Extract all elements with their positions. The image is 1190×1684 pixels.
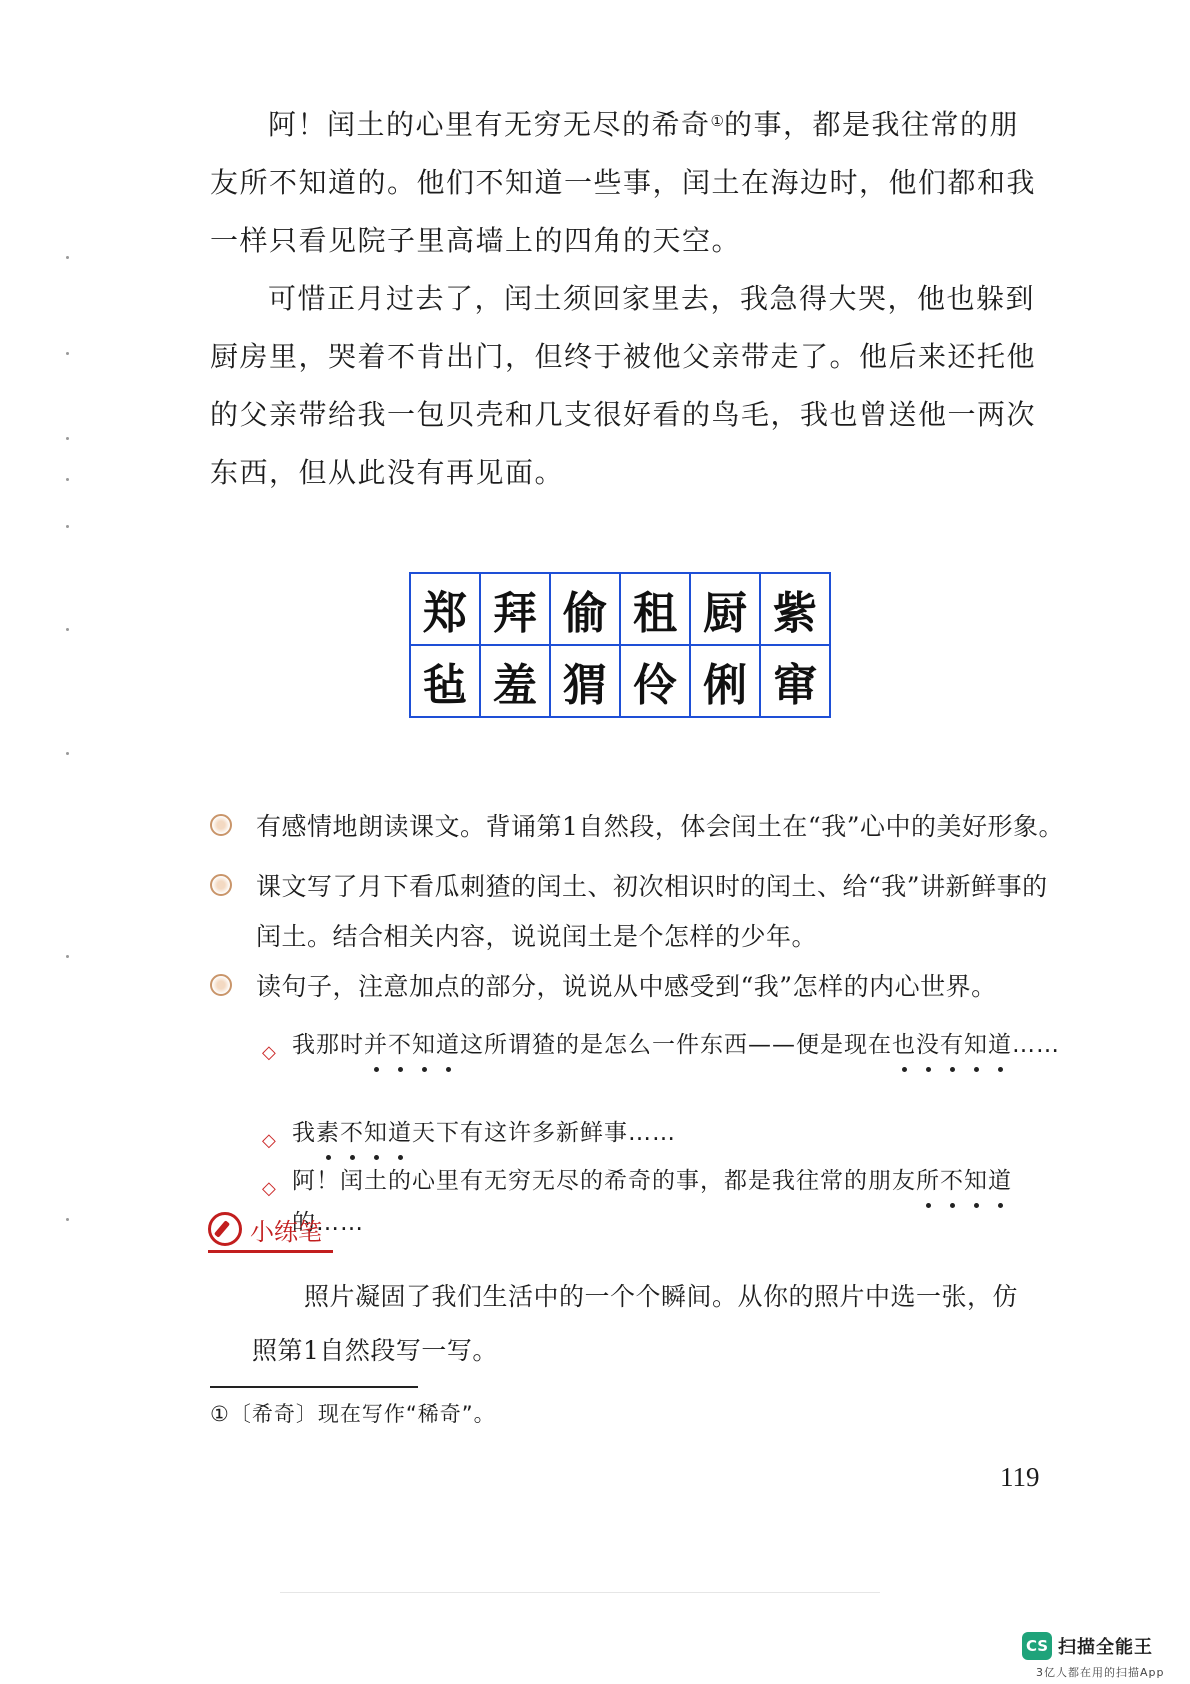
practice-title: 小练笔	[250, 1218, 322, 1246]
emphasis-char: 并	[364, 1024, 388, 1066]
character-cell: 窜	[760, 645, 830, 717]
exercise-3-text: 读句子，注意加点的部分，说说从中感受到“我”怎样的内心世界。	[256, 972, 997, 1001]
margin-speck	[66, 352, 69, 355]
sentence-2	[262, 1112, 1062, 1154]
emphasis-char: 知	[964, 1024, 988, 1066]
margin-speck	[66, 1218, 69, 1221]
diamond-icon: ◇	[262, 1178, 277, 1199]
margin-speck	[66, 752, 69, 755]
practice-underline	[208, 1250, 333, 1253]
emphasis-char: 知	[364, 1112, 388, 1154]
exercise-bullet-icon	[210, 974, 232, 996]
margin-speck	[66, 437, 69, 440]
paragraph-1	[210, 96, 1040, 270]
exercise-1	[210, 802, 1070, 852]
character-table	[409, 572, 831, 718]
emphasis-char: 知	[964, 1160, 988, 1202]
emphasis-char: 道	[436, 1024, 460, 1066]
sentence-2-text: 我素不知道天下有这许多新鲜事……	[292, 1112, 1062, 1154]
character-cell: 拜	[480, 573, 550, 645]
emphasis-char: 道	[388, 1112, 412, 1154]
character-cell: 紫	[760, 573, 830, 645]
character-cell: 猬	[550, 645, 620, 717]
page-number: 119	[1000, 1462, 1040, 1492]
watermark-name: 扫描全能王	[1058, 1637, 1153, 1658]
paragraph-1-text-b: 的事，都是我往常的朋友所不知道的。他们不知道一些事，闰土在海边时，他们都和我一样只看见院子里高墙上的四角的天空。	[210, 108, 1037, 257]
watermark-subtitle: 3亿人都在用的扫描App	[1036, 1666, 1165, 1679]
margin-speck	[66, 478, 69, 481]
paragraph-2: 可惜正月过去了，闰土须回家里去，我急得大哭，他也躲到厨房里，哭着不肯出门，但终于被他父亲带走了。他后来还托他的父亲带给我一包贝壳和几支很好看的鸟毛，我也曾送他一两次东西，但从此没有再见面。	[210, 282, 1037, 489]
margin-speck	[66, 525, 69, 528]
exercise-2	[210, 862, 1070, 962]
bottom-rule	[280, 1592, 880, 1593]
margin-speck	[66, 955, 69, 958]
emphasis-char: 不	[388, 1024, 412, 1066]
exercise-1-text: 有感情地朗读课文。背诵第1自然段，体会闰土在“我”心中的美好形象。	[256, 812, 1064, 841]
character-cell: 毡	[410, 645, 480, 717]
exercise-3	[210, 962, 1070, 1012]
cs-logo-icon: CS	[1022, 1632, 1052, 1660]
practice-text: 照片凝固了我们生活中的一个个瞬间。从你的照片中选一张，仿照第1自然段写一写。	[252, 1282, 1019, 1365]
character-cell: 郑	[410, 573, 480, 645]
emphasis-char: 有	[940, 1024, 964, 1066]
diamond-icon: ◇	[262, 1042, 277, 1063]
sentence-3	[262, 1160, 1062, 1244]
character-cell: 俐	[690, 645, 760, 717]
character-cell: 羞	[480, 645, 550, 717]
margin-speck	[66, 628, 69, 631]
character-row-1	[410, 573, 830, 645]
diamond-icon: ◇	[262, 1130, 277, 1151]
scanner-watermark	[1022, 1632, 1172, 1680]
character-cell: 厨	[690, 573, 760, 645]
footnote-marker[interactable]: ①	[710, 112, 724, 130]
margin-speck	[66, 256, 69, 259]
emphasis-char: 道	[988, 1160, 1012, 1202]
exercise-bullet-icon	[210, 814, 232, 836]
character-row-2	[410, 645, 830, 717]
emphasis-char: 没	[916, 1024, 940, 1066]
character-cell: 租	[620, 573, 690, 645]
emphasis-char: 知	[412, 1024, 436, 1066]
emphasis-char: 所	[916, 1160, 940, 1202]
emphasis-char: 不	[940, 1160, 964, 1202]
footnote: ①〔希奇〕现在写作“稀奇”。	[210, 1402, 496, 1426]
exercise-bullet-icon	[210, 874, 232, 896]
paragraph-1-text-a: 阿！闰土的心里有无穷无尽的希奇	[268, 108, 711, 141]
emphasis-char: 道	[988, 1024, 1012, 1066]
emphasis-char: 也	[892, 1024, 916, 1066]
character-cell: 伶	[620, 645, 690, 717]
sentence-1	[262, 1024, 1062, 1066]
sentence-3-text: 阿！闰土的心里有无穷无尽的希奇的事，都是我往常的朋友所不知道的……	[292, 1160, 1062, 1244]
pen-icon	[208, 1212, 242, 1246]
emphasis-char: 素	[316, 1112, 340, 1154]
exercise-2-text: 课文写了月下看瓜刺猹的闰土、初次相识时的闰土、给“我”讲新鲜事的闰土。结合相关内容，说说闰土是个怎样的少年。	[256, 872, 1048, 951]
footnote-divider	[210, 1386, 418, 1388]
sentence-1-text: 我那时并不知道这所谓猹的是怎么一件东西——便是现在也没有知道……	[292, 1024, 1062, 1066]
character-cell: 偷	[550, 573, 620, 645]
emphasis-char: 不	[340, 1112, 364, 1154]
